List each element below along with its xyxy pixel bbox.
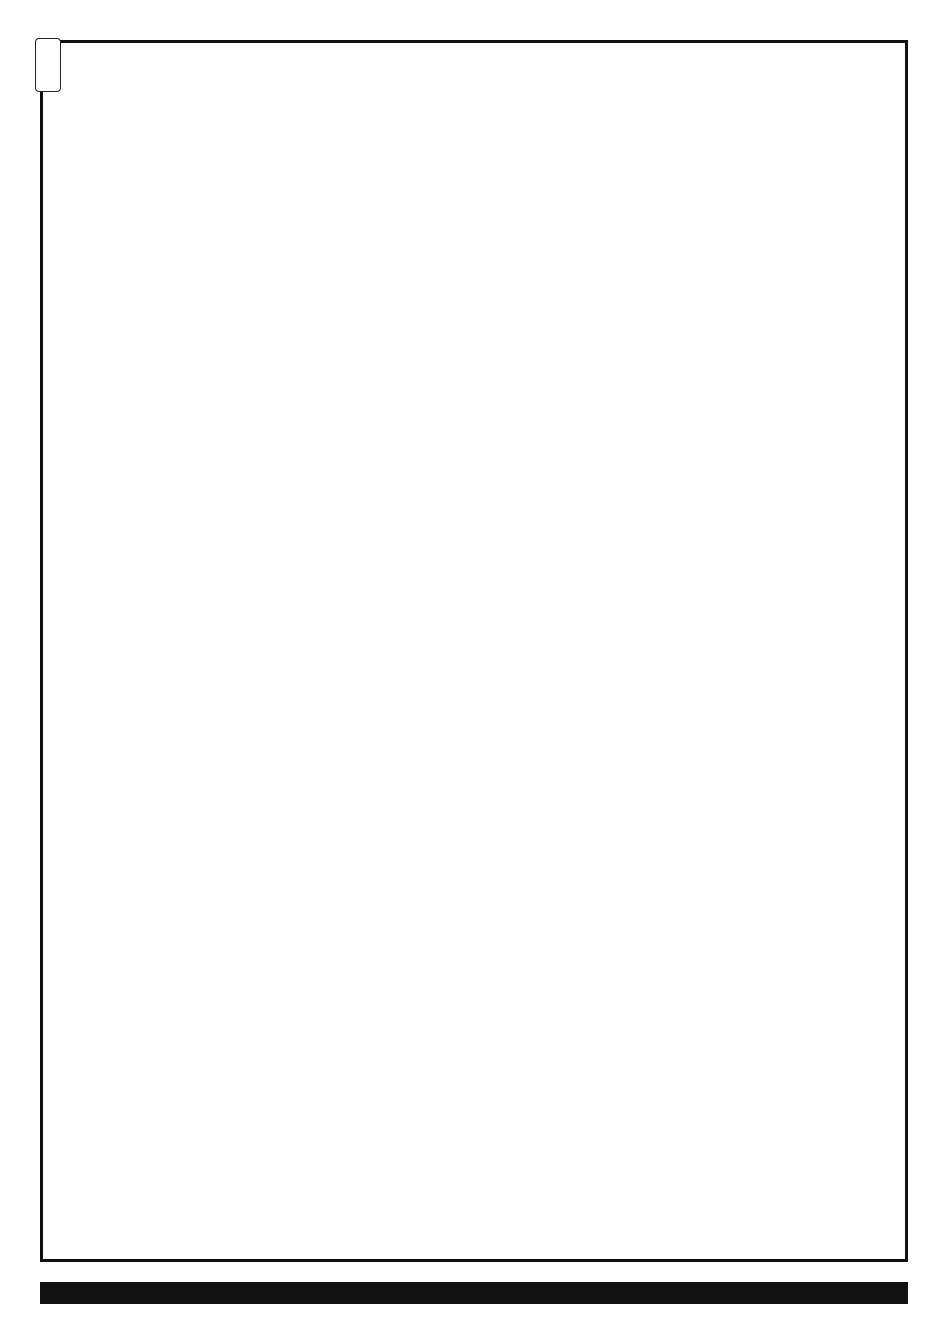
wiring-table [177, 50, 883, 1300]
language-legend [40, 50, 175, 1300]
rotated-content [40, 50, 908, 1300]
